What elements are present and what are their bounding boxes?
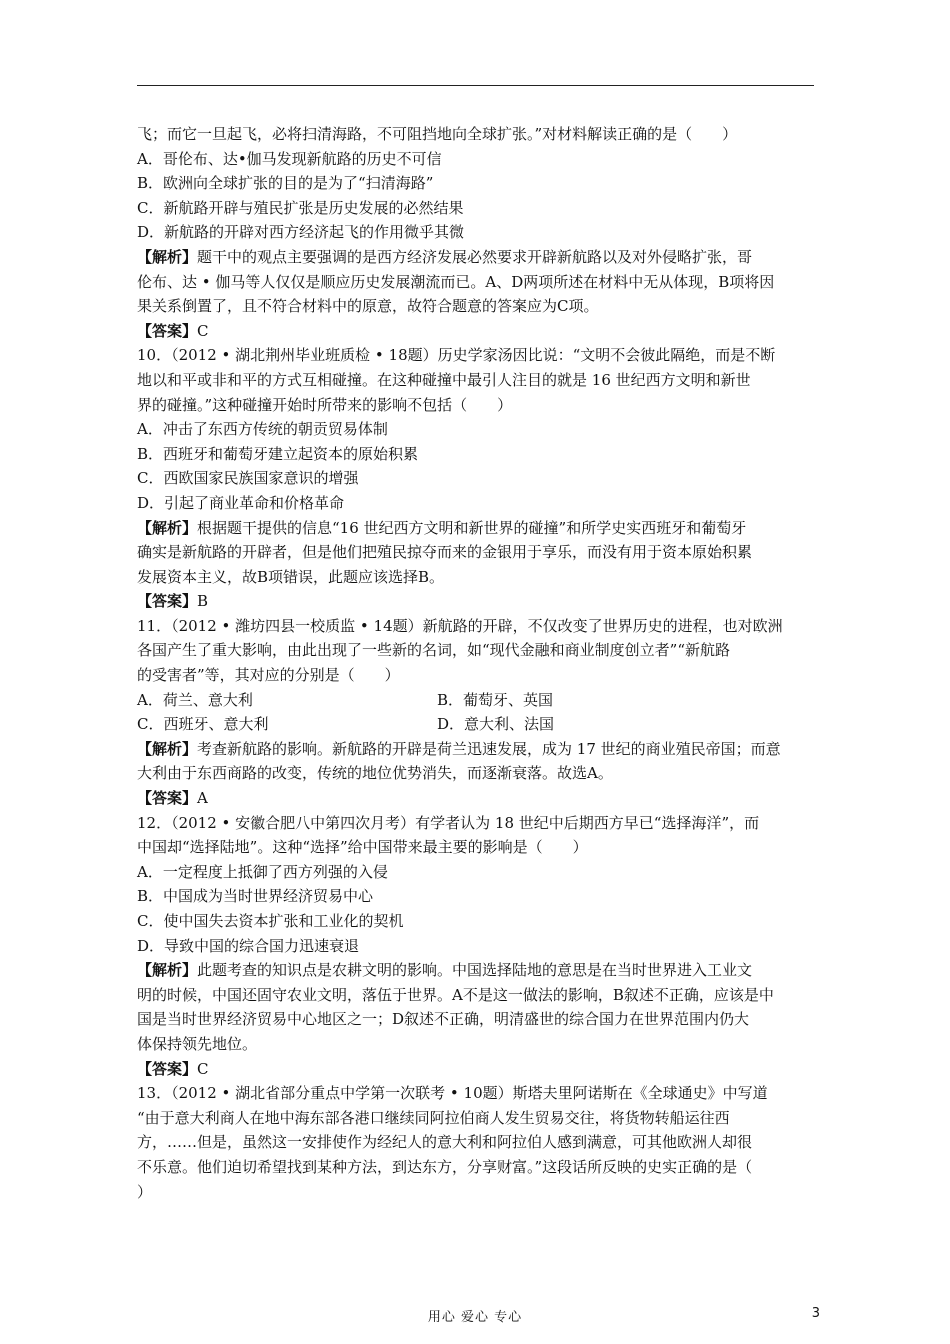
text-line: 方，……但是，虽然这一安排使作为经纪人的意大利和阿拉伯人感到满意，可其他欧洲人却很 — [137, 1133, 753, 1152]
text-line: 不乐意。他们迫切希望找到某种方法，到达东方，分享财富。”这段话所反映的史实正确的是（ — [137, 1157, 753, 1176]
text-line: ） — [137, 1182, 153, 1201]
text-line: 发展资本主义，故B项错误，此题应该选择B。 — [137, 567, 445, 586]
tagged-line — [137, 245, 817, 270]
text-line: 地以和平或非和平的方式互相碰撞。在这种碰撞中最引人注目的就是 16 世纪西方文明和新世 — [137, 370, 751, 389]
tagged-text: 题干中的观点主要强调的是西方经济发展必然要求开辟新航路以及对外侵略扩张，哥 — [197, 247, 753, 266]
footer-motto: 用心 爱心 专心 — [427, 1310, 523, 1325]
text-line: 果关系倒置了，且不符合材料中的原意，故符合题意的答案应为C项。 — [137, 297, 599, 316]
text-line: C．西欧国家民族国家意识的增强 — [137, 469, 359, 488]
text-line: B．欧洲向全球扩张的目的是为了“扫清海路” — [137, 174, 434, 193]
tagged-line — [137, 516, 817, 541]
text-line: A．一定程度上抵御了西方列强的入侵 — [137, 862, 388, 881]
tagged-line — [137, 319, 817, 344]
header-rule — [137, 85, 814, 86]
tagged-line — [137, 786, 817, 811]
tagged-text: 此题考查的知识点是农耕文明的影响。中国选择陆地的意思是在当时世界进入工业文 — [197, 961, 753, 980]
section-tag: 【解析】 — [137, 961, 198, 980]
text-line: 明的时候，中国还固守农业文明，落伍于世界。A不是这一做法的影响，B叙述不正确，应该是中 — [137, 985, 774, 1004]
section-tag: 【答案】 — [137, 1059, 198, 1078]
tagged-text: 根据题干提供的信息“16 世纪西方文明和新世界的碰撞”和所学史实西班牙和葡萄牙 — [197, 518, 747, 537]
text-line: 各国产生了重大影响，由此出现了一些新的名词，如“现代金融和商业制度创立者”“新航路 — [137, 641, 731, 660]
text-line: 中国却“选择陆地”。这种“选择”给中国带来最主要的影响是（ ） — [137, 838, 588, 857]
document-body — [137, 122, 817, 1204]
text-line: C．新航路开辟与殖民扩张是历史发展的必然结果 — [137, 198, 464, 217]
text-line: D．引起了商业革命和价格革命 — [137, 493, 345, 512]
text-line: B．西班牙和葡萄牙建立起资本的原始积累 — [137, 444, 419, 463]
section-tag: 【答案】 — [137, 321, 198, 340]
text-line: 伦布、达 • 伽马等人仅仅是顺应历史发展潮流而已。A、D两项所述在材料中无从体现，B项将因 — [137, 272, 775, 291]
text-line: 大利由于东西商路的改变，传统的地位优势消失，而逐渐衰落。故选A。 — [137, 764, 613, 783]
text-line: 11．（2012 • 潍坊四县一校质监 • 14题）新航路的开辟，不仅改变了世界历史的进程，也对欧洲 — [137, 616, 783, 635]
tagged-line — [137, 1057, 817, 1082]
tagged-text: 考查新航路的影响。新航路的开辟是荷兰迅速发展，成为 17 世纪的商业殖民帝国；而意 — [197, 739, 781, 758]
text-line: “由于意大利商人在地中海东部各港口继续同阿拉伯商人发生贸易交往，将货物转船运往西 — [137, 1108, 730, 1127]
text-line: D．导致中国的综合国力迅速衰退 — [137, 936, 360, 955]
option-row — [137, 712, 817, 737]
text-line: 确实是新航路的开辟者，但是他们把殖民掠夺而来的金银用于享乐，而没有用于资本原始积累 — [137, 543, 753, 562]
option-right: D．意大利、法国 — [437, 715, 555, 734]
option-row — [137, 688, 817, 713]
page-number: 3 — [811, 1306, 820, 1321]
section-tag: 【答案】 — [137, 789, 198, 808]
section-tag: 【解析】 — [137, 739, 198, 758]
text-line: 13．（2012 • 湖北省部分重点中学第一次联考 • 10题）斯塔夫里阿诺斯在《全球通史》中写道 — [137, 1084, 768, 1103]
text-line: 界的碰撞。”这种碰撞开始时所带来的影响不包括（ ） — [137, 395, 513, 414]
tagged-text: C — [197, 321, 209, 340]
option-left: A．荷兰、意大利 — [137, 690, 253, 709]
text-line: B．中国成为当时世界经济贸易中心 — [137, 887, 374, 906]
text-line: 10．（2012 • 湖北荆州毕业班质检 • 18题）历史学家汤因比说：“文明不会彼此隔绝，而是不断 — [137, 346, 776, 365]
tagged-line — [137, 589, 817, 614]
section-tag: 【解析】 — [137, 518, 198, 537]
tagged-line — [137, 737, 817, 762]
text-line: 飞；而它一旦起飞，必将扫清海路，不可阻挡地向全球扩张。”对材料解读正确的是（ ） — [137, 125, 738, 143]
tagged-line — [137, 958, 817, 983]
text-line: 体保持领先地位。 — [137, 1034, 258, 1053]
text-line: 的受害者”等，其对应的分别是（ ） — [137, 666, 400, 685]
text-line: C．使中国失去资本扩张和工业化的契机 — [137, 912, 404, 930]
tagged-text: B — [197, 592, 209, 611]
text-line: 国是当时世界经济贸易中心地区之一；D叙述不正确，明清盛世的综合国力在世界范围内仍大 — [137, 1010, 750, 1029]
text-line: D．新航路的开辟对西方经济起飞的作用微乎其微 — [137, 223, 465, 242]
section-tag: 【答案】 — [137, 592, 198, 611]
tagged-text: A — [197, 789, 208, 808]
text-line: A．冲击了东西方传统的朝贡贸易体制 — [137, 420, 388, 439]
option-right: B．葡萄牙、英国 — [437, 690, 554, 709]
section-tag: 【解析】 — [137, 247, 198, 266]
text-line: 12．（2012 • 安徽合肥八中第四次月考）有学者认为 18 世纪中后期西方早已“选择海洋”，而 — [137, 813, 760, 832]
tagged-text: C — [197, 1059, 209, 1078]
option-left: C．西班牙、意大利 — [137, 715, 269, 734]
text-line: A．哥伦布、达•伽马发现新航路的历史不可信 — [137, 149, 442, 168]
